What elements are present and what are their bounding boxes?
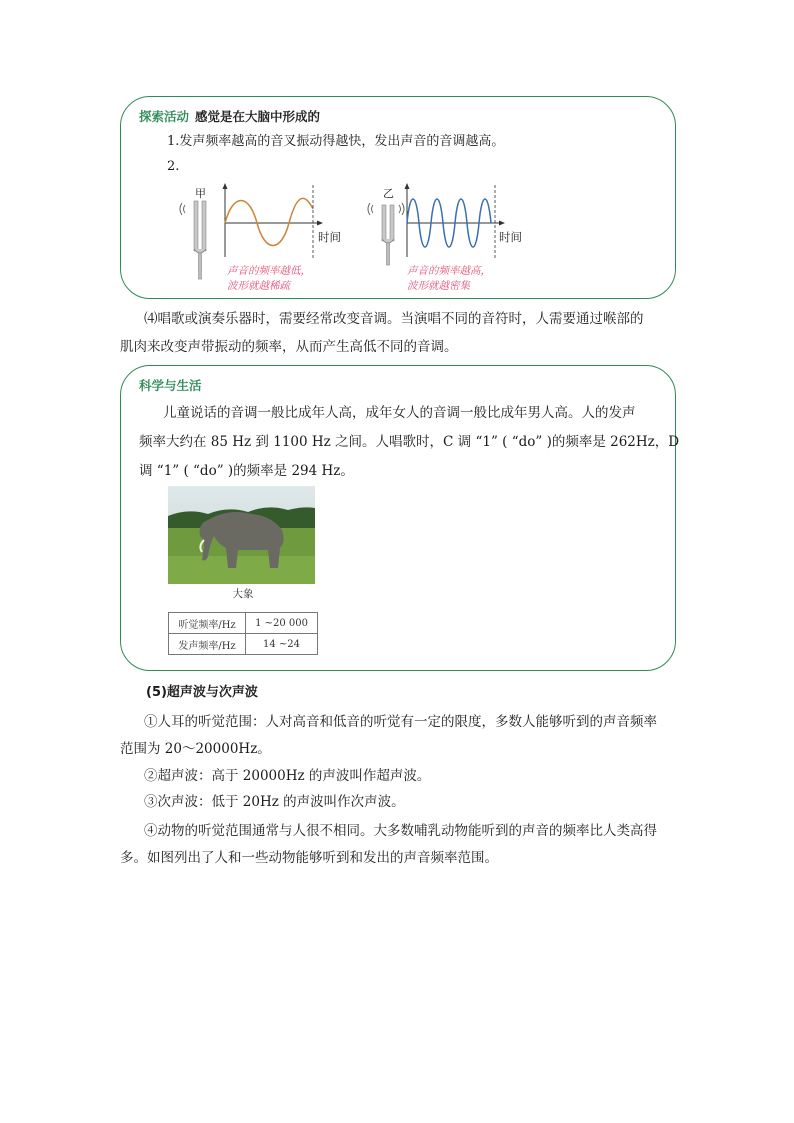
activity-item-1: 1.发声频率越高的音叉振动得越快，发出声音的音调越高。 xyxy=(167,134,505,149)
note-low-frequency: 声音的频率越低， 波形就越稀疏 xyxy=(227,265,311,292)
waveform-low-frequency xyxy=(221,183,323,263)
axis-label-time-b: 时间 xyxy=(499,230,522,244)
table-cell-label: 发声频率/Hz xyxy=(169,634,246,655)
waveform-high-frequency xyxy=(403,183,505,263)
paragraph-4-line-1: ⑷唱歌或演奏乐器时，需要经常改变音调。当演唱不同的音符时，人需要通过喉部的 xyxy=(144,311,644,327)
section-5-p4-line-2: 多。如图列出了人和一些动物能够听到和发出的声音频率范围。 xyxy=(120,850,498,866)
science-life-line-2: 频率大约在 85 Hz 到 1100 Hz 之间。人唱歌时，C 调 “1” ( “do” )的频率是 262Hz，D xyxy=(139,434,680,450)
science-life-line-3: 调 “1” ( “do” )的频率是 294 Hz。 xyxy=(139,463,354,479)
elephant-frequency-table xyxy=(168,612,318,655)
section-5-p2: ②超声波：高于 20000Hz 的声波叫作超声波。 xyxy=(144,768,431,784)
table-row xyxy=(169,634,318,655)
fork-label-b: 乙 xyxy=(383,187,394,200)
science-life-title: 科学与生活 xyxy=(139,378,202,393)
activity-subtitle: 感觉是在大脑中形成的 xyxy=(195,109,321,124)
science-life-box xyxy=(120,365,680,671)
table-cell-value: 14 ~24 xyxy=(246,634,318,655)
fork-label-a: 甲 xyxy=(195,187,206,200)
activity-title: 探索活动 感觉是在大脑中形成的 xyxy=(139,109,321,124)
table-cell-value: 1 ~20 000 xyxy=(246,613,318,634)
activity-item-2: 2. xyxy=(167,159,180,174)
tuning-fork-b xyxy=(367,195,407,267)
note-high-frequency: 声音的频率越高， 波形就越密集 xyxy=(407,265,491,292)
table-cell-label: 听觉频率/Hz xyxy=(169,613,246,634)
section-5-p3: ③次声波：低于 20Hz 的声波叫作次声波。 xyxy=(144,794,405,810)
science-life-line-1: 儿童说话的音调一般比成年人高，成年女人的音调一般比成年男人高。人的发声 xyxy=(163,405,636,421)
tuning-fork-a xyxy=(179,195,219,283)
paragraph-4-line-2: 肌肉来改变声带振动的频率，从而产生高低不同的音调。 xyxy=(120,339,458,355)
axis-label-time-a: 时间 xyxy=(318,230,341,244)
section-5-p1-line-2: 范围为 20～20000Hz。 xyxy=(120,741,271,757)
section-5-p4-line-1: ④动物的听觉范围通常与人很不相同。大多数哺乳动物能听到的声音的频率比人类高得 xyxy=(144,823,657,839)
photo-caption: 大象 xyxy=(232,588,254,600)
section-5-heading: (5)超声波与次声波 xyxy=(146,685,258,700)
table-row xyxy=(169,613,318,634)
activity-box xyxy=(120,96,676,299)
section-5-p1-line-1: ①人耳的听觉范围：人对高音和低音的听觉有一定的限度，多数人能够听到的声音频率 xyxy=(144,714,657,730)
elephant-photo xyxy=(168,486,315,584)
